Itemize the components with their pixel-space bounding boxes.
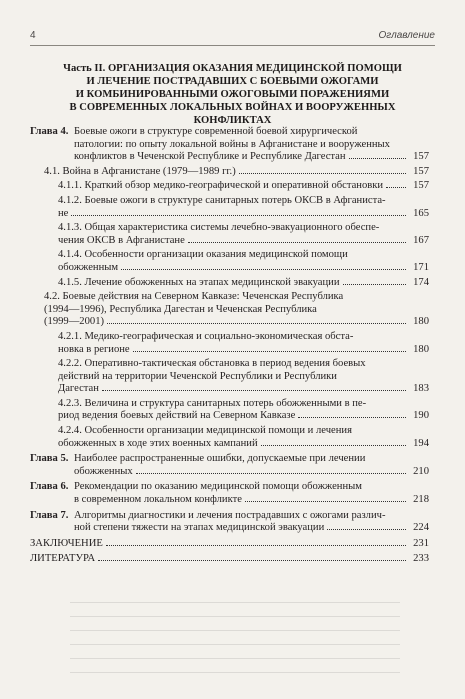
dot-leader — [107, 323, 406, 324]
toc-page-number: 210 — [413, 465, 429, 477]
toc-page-number: 190 — [413, 410, 429, 422]
toc-entry-text: 4.1.5. Лечение обожженных на этапах медицинской эвакуации — [58, 276, 340, 288]
toc-entry-text: (1999—2001) — [44, 316, 105, 328]
dot-leader — [71, 215, 406, 216]
dot-leader — [298, 417, 406, 418]
toc-entry[interactable] — [30, 358, 429, 396]
toc-entry-text: в современном локальном конфликте — [74, 494, 242, 506]
chapter-label: Глава 6. — [30, 481, 69, 493]
toc-entry-text: Боевые ожоги в структуре современной боевой хирургической — [74, 126, 358, 137]
toc-entry-text: Наиболее распространенные ошибки, допускаемые при лечении — [74, 453, 366, 465]
toc-page-number: 180 — [413, 343, 429, 355]
toc-entry-text: 4.1.2. Боевые ожоги в структуре санитарных потерь ОКСВ в Афганиста- — [58, 194, 386, 206]
dot-leader — [188, 242, 406, 243]
toc-entry-text: 4.2.1. Медико-географическая и социально-экономическая обста- — [58, 330, 354, 342]
toc-entry-text: 4.1. Война в Афганистане (1979—1989 гг.) — [44, 165, 236, 177]
toc-page-number: 231 — [413, 537, 429, 549]
toc-page-number: 157 — [413, 165, 429, 177]
dot-leader — [343, 284, 406, 285]
toc-entry-text: новка в регионе — [58, 343, 130, 355]
dot-leader — [98, 560, 406, 561]
toc-entry[interactable] — [30, 331, 429, 356]
dot-leader — [261, 445, 406, 446]
toc-entry-text: ЗАКЛЮЧЕНИЕ — [30, 537, 103, 549]
toc-entry-text: 4.2.4. Особенности организации медицинской помощи и лечения — [58, 425, 352, 437]
toc-entry[interactable] — [30, 398, 429, 423]
toc-entry[interactable] — [30, 277, 429, 290]
toc-chapter-entry[interactable] — [30, 510, 429, 535]
toc-entry-text: риод ведения боевых действий на Северном Кавказе — [58, 410, 296, 422]
dot-leader — [106, 545, 406, 546]
toc-entry[interactable] — [30, 553, 429, 566]
dot-leader — [349, 158, 406, 159]
toc-page-number: 157 — [413, 151, 429, 163]
toc-entry[interactable] — [30, 222, 429, 247]
toc-entry[interactable] — [30, 166, 429, 179]
table-of-contents — [30, 126, 429, 566]
toc-entry-text: 4.2.3. Величина и структура санитарных потерь обожженными в пе- — [58, 397, 367, 409]
part-title-line: И КОМБИНИРОВАННЫМИ ОЖОГОВЫМИ ПОРАЖЕНИЯМИ — [75, 89, 390, 100]
toc-chapter-entry[interactable] — [30, 126, 429, 164]
dot-leader — [245, 501, 406, 502]
dot-leader — [121, 269, 406, 270]
running-head: Оглавление — [378, 30, 435, 41]
toc-chapter-entry[interactable] — [30, 453, 429, 478]
part-title-line: И ЛЕЧЕНИЕ ПОСТРАДАВШИХ С БОЕВЫМИ ОЖОГАМИ — [86, 76, 379, 87]
page-number: 4 — [30, 30, 36, 41]
toc-entry-text: 4.1.1. Краткий обзор медико-географической и оперативной обстановки — [58, 180, 384, 192]
toc-page-number: 157 — [413, 180, 429, 192]
toc-entry-text: чения ОКСВ в Афганистане — [58, 234, 185, 246]
dot-leader — [327, 529, 406, 530]
toc-entry-text: обожженным — [58, 261, 119, 273]
toc-entry-text: обожженных в ходе этих военных кампаний — [58, 437, 258, 449]
toc-page-number: 224 — [413, 522, 429, 534]
toc-page-number: 183 — [413, 383, 429, 395]
dot-leader — [133, 351, 406, 352]
toc-entry[interactable] — [30, 425, 429, 450]
part-title-line: Часть II. ОРГАНИЗАЦИЯ ОКАЗАНИЯ МЕДИЦИНСКОЙ ПОМОЩИ — [63, 63, 402, 74]
part-title-line: В СОВРЕМЕННЫХ ЛОКАЛЬНЫХ ВОЙНАХ И ВООРУЖЕННЫХ КОНФЛИКТАХ — [69, 102, 396, 126]
chapter-label: Глава 4. — [30, 126, 69, 137]
toc-entry-text: Рекомендации по оказанию медицинской помощи обожженным — [74, 481, 362, 493]
toc-entry-text: ЛИТЕРАТУРА — [30, 553, 96, 565]
toc-page-number: 167 — [413, 234, 429, 246]
dot-leader — [102, 390, 406, 391]
chapter-label: Глава 5. — [30, 453, 69, 465]
toc-page-number: 218 — [413, 494, 429, 506]
toc-entry-text: действий на территории Чеченской Республики и Республики — [58, 370, 337, 382]
dot-leader — [239, 173, 406, 174]
toc-page-number: 171 — [413, 261, 429, 273]
toc-entry[interactable] — [30, 195, 429, 220]
toc-entry-text: 4.1.3. Общая характеристика системы лечебно-эвакуационного обеспе- — [58, 222, 380, 234]
toc-entry-text: 4.2. Боевые действия на Северном Кавказе: Чеченская Республика — [44, 291, 344, 303]
toc-page-number: 174 — [413, 276, 429, 288]
toc-entry-text: (1994—1996), Республика Дагестан и Чеченская Республика — [44, 303, 317, 315]
toc-entry-text: 4.1.4. Особенности организации оказания медицинской помощи — [58, 249, 348, 261]
bleed-through-lines — [70, 602, 400, 692]
toc-chapter-entry[interactable] — [30, 481, 429, 506]
page-header — [30, 28, 435, 46]
toc-entry-text: Дагестан — [58, 383, 99, 395]
chapter-label: Глава 7. — [30, 509, 69, 521]
toc-entry-text: 4.2.2. Оперативно-тактическая обстановка в период ведения боевых — [58, 358, 366, 370]
toc-entry[interactable] — [30, 538, 429, 551]
part-title — [30, 62, 435, 127]
dot-leader — [386, 187, 406, 188]
toc-page-number: 194 — [413, 437, 429, 449]
toc-page-number: 165 — [413, 207, 429, 219]
toc-entry-text: ной степени тяжести на этапах медицинской эвакуации — [74, 522, 325, 534]
toc-entry[interactable] — [30, 291, 429, 329]
toc-entry[interactable] — [30, 249, 429, 274]
toc-entry-text: обожженных — [74, 465, 133, 477]
toc-entry-text: конфликтов в Чеченской Республике и Республике Дагестан — [74, 151, 346, 163]
toc-entry-text: патологии: по опыту локальной войны в Афганистане и вооруженных — [74, 138, 390, 150]
toc-entry[interactable] — [30, 180, 429, 193]
toc-entry-text: Алгоритмы диагностики и лечения пострадавших с ожогами различ- — [74, 509, 386, 521]
toc-page-number: 233 — [413, 553, 429, 565]
toc-entry-text: не — [58, 207, 69, 219]
toc-page-number: 180 — [413, 316, 429, 328]
dot-leader — [136, 473, 406, 474]
